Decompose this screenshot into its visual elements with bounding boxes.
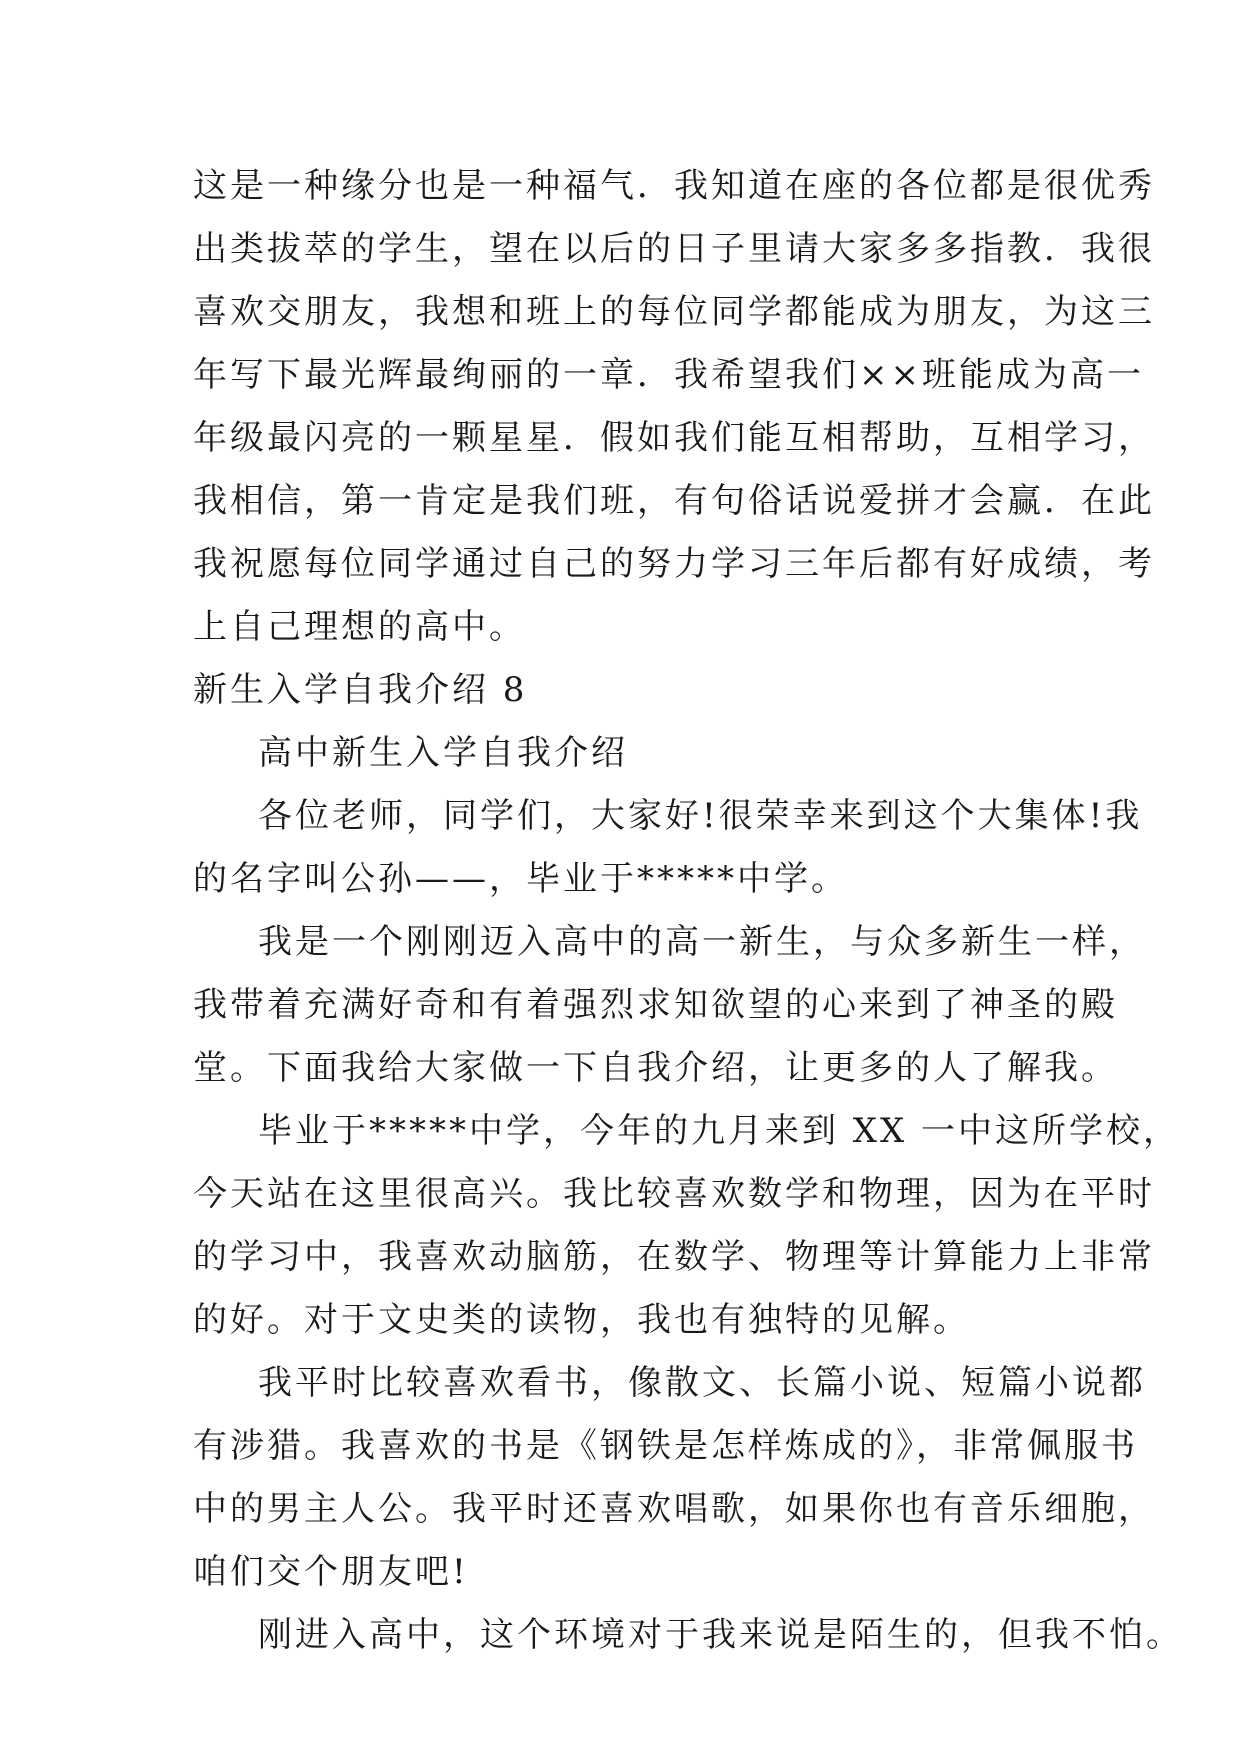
text-line: 的名字叫公孙——，毕业于*****中学。: [193, 859, 848, 899]
text-line: 有涉猎。我喜欢的书是《钢铁是怎样炼成的》，非常佩服书: [193, 1426, 1138, 1466]
text-line: 上自己理想的高中。: [193, 607, 526, 647]
section-heading: 新生入学自我介绍 8: [193, 670, 528, 710]
text-line: 堂。下面我给大家做一下自我介绍，让更多的人了解我。: [193, 1048, 1118, 1088]
text-line: 出类拔萃的学生，望在以后的日子里请大家多多指教．我很: [193, 229, 1155, 269]
text-line: 年级最闪亮的一颗星星．假如我们能互相帮助，互相学习，: [193, 418, 1155, 458]
text-line: 中的男主人公。我平时还喜欢唱歌，如果你也有音乐细胞，: [193, 1489, 1155, 1529]
text-line: 毕业于*****中学，今年的九月来到 XX 一中这所学校，: [258, 1111, 1181, 1151]
text-line: 刚进入高中，这个环境对于我来说是陌生的，但我不怕。: [258, 1615, 1183, 1655]
text-line: 我平时比较喜欢看书，像散文、长篇小说、短篇小说都: [258, 1363, 1146, 1403]
text-line: 我祝愿每位同学通过自己的努力学习三年后都有好成绩，考: [193, 544, 1155, 584]
article-title: 高中新生入学自我介绍: [258, 733, 628, 773]
text-line: 我带着充满好奇和有着强烈求知欲望的心来到了神圣的殿: [193, 985, 1118, 1025]
text-line: 这是一种缘分也是一种福气．我知道在座的各位都是很优秀: [193, 166, 1155, 206]
text-line: 的学习中，我喜欢动脑筋，在数学、物理等计算能力上非常: [193, 1237, 1155, 1277]
text-line: 咱们交个朋友吧!: [193, 1552, 469, 1592]
text-line: 的好。对于文史类的读物，我也有独特的见解。: [193, 1300, 970, 1340]
text-line: 年写下最光辉最绚丽的一章．我希望我们××班能成为高一: [193, 355, 1144, 395]
text-line: 我是一个刚刚迈入高中的高一新生，与众多新生一样，: [258, 922, 1146, 962]
text-line: 各位老师，同学们，大家好!很荣幸来到这个大集体!我: [258, 796, 1143, 836]
text-line: 今天站在这里很高兴。我比较喜欢数学和物理，因为在平时: [193, 1174, 1155, 1214]
text-line: 我相信，第一肯定是我们班，有句俗话说爱拼才会赢．在此: [193, 481, 1155, 521]
text-line: 喜欢交朋友，我想和班上的每位同学都能成为朋友，为这三: [193, 292, 1155, 332]
